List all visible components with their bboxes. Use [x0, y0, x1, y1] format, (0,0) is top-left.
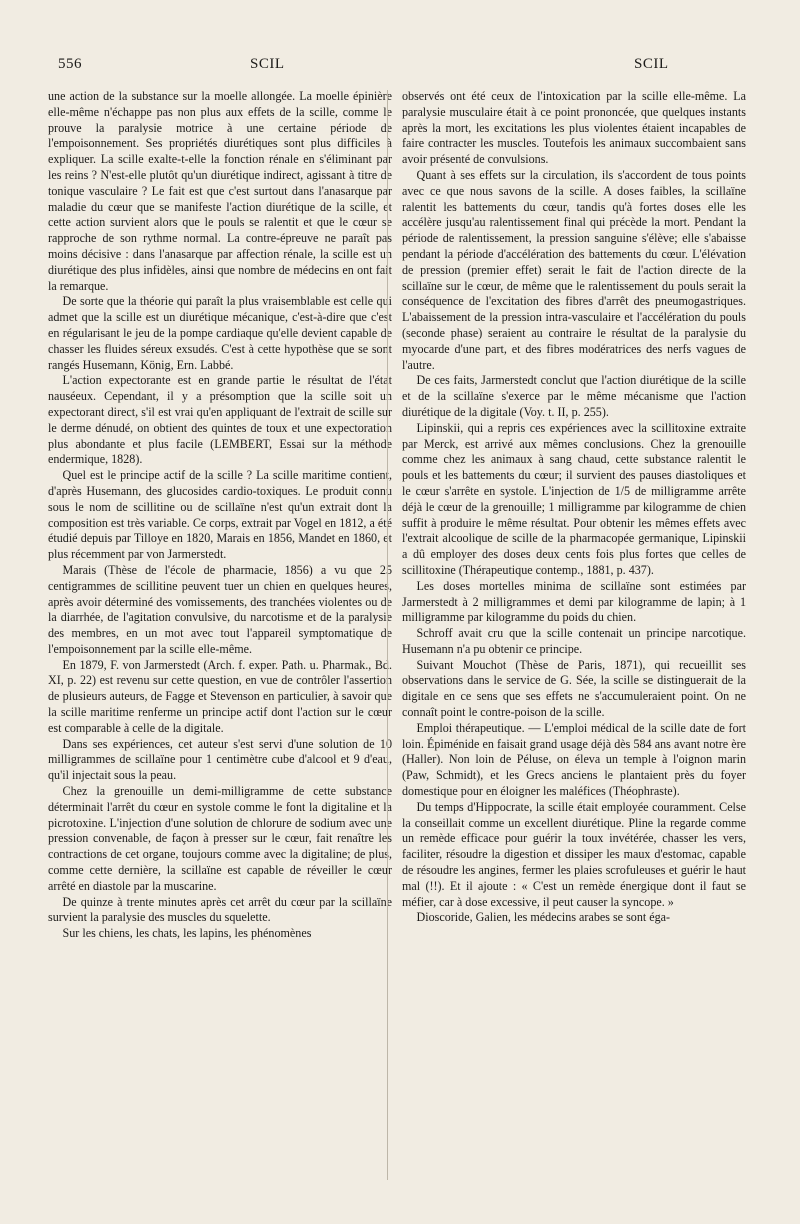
page-number: 556 — [58, 56, 82, 72]
paragraph: Chez la grenouille un demi-milligramme de cette substance déterminait l'arrêt du cœur en systole comme le font la digitaline et la picrotoxine. L'injection d'une solution de chlorure de sodium avec une pression convenable, de façon à presser sur le cœur, fait renaître les contractions de cet organe, toujours comme avec la digitaline; de plus, comme cette dernière, la scillaïne est capable de réveiller le cœur arrêté en diastole par la muscarine. — [48, 784, 392, 893]
paragraph: Dans ses expériences, cet auteur s'est servi d'une solution de 10 milligrammes de scillaïne pour 1 centimètre cube d'alcool et 9 d'eau, qu'il injectait sous la peau. — [48, 736, 392, 783]
paragraph: De sorte que la théorie qui paraît la plus vraisemblable est celle qui admet que la scille est un diurétique mécanique, c'est-à-dire que c'est en régularisant le jeu de la pompe cardiaque qu'elle devient capable de chasser les fluides séreux exsudés. C'est à cette hypothèse que se sont rangés Husemann, König, Ern. Labbé. — [48, 294, 392, 372]
paragraph: Quant à ses effets sur la circulation, ils s'accordent de tous points avec ce que nous savons de la scille. A doses faibles, la scillaïne ralentit les battements du cœur, tandis qu'à fortes doses elle les accélère jusqu'au ralentissement final qui précède la mort. Pendant la période de ralentissement, la pression sanguine s'élève; elle s'abaisse pendant la période d'accélération des battements du cœur. L'élévation de pression (premier effet) serait le fait de l'action directe de la scillaïne sur le cœur, de même que le ralentissement du pouls serait la conséquence de l'excitation des fibres d'arrêt des pneumogastriques. L'abaissement de la pression intra-vasculaire et l'accélération du pouls (seconde phase) seraient au contraire le résultat de la paralysie du myocarde d'une part, et des fibres modératrices des nerfs vagues de l'autre. — [402, 167, 746, 372]
paragraph: Dioscoride, Galien, les médecins arabes se sont éga- — [416, 910, 671, 925]
paragraph: Lipinskii, qui a repris ces expériences avec la scillitoxine extraite par Merck, est arrivé aux mêmes conclusions. Chez la grenouille comme chez les animaux à sang chaud, cette substance ralentit le pouls et les battements du cœur; il survient des pauses diastoliques et le cœur s'arrête en systole. L'injection de 1/5 de milligramme arrête déjà le cœur de la grenouille; 1 milligramme par kilogramme de chien suffit à produire le même résultat. Pour obtenir les mêmes effets avec l'extrait alcoolique de scille de la pharmacopée germanique, Lipinskii a dû employer des doses deux cents fois plus fortes que celles de scillitoxine (Thérapeutique contemp., 1881, p. 437). — [402, 420, 746, 577]
paragraph: De quinze à trente minutes après cet arrêt du cœur par la scillaïne survient la paralysie des muscles du squelette. — [48, 894, 392, 925]
paragraph: Suivant Mouchot (Thèse de Paris, 1871), qui recueillit ses observations dans le service de G. Sée, la scille se distinguerait de la digitale en ce sens que ses effets ne s'accumuleraient point. On ne connaît point le contre-poison de la scille. — [402, 657, 746, 720]
paragraph: En 1879, F. von Jarmerstedt (Arch. f. exper. Path. u. Pharmak., Bd. XI, p. 22) est revenu sur cette question, en vue de contrôler l'assertion de plusieurs auteurs, de Fagge et Stevenson en particulier, à savoir que la scille maritime renferme un principe actif dont l'action sur le cœur est comparable à celle de la digitale. — [48, 657, 392, 735]
running-title-left: SCIL — [250, 56, 285, 72]
paragraph: Les doses mortelles minima de scillaïne sont estimées par Jarmerstedt à 2 milligrammes et demi par kilogramme de lapin; à 1 milligramme par kilogramme du poids du chien. — [402, 578, 746, 625]
paragraph: L'action expectorante est en grande partie le résultat de l'état nauséeux. Cependant, il y a présomption que la scille soit un expectorant direct, s'il est vrai qu'en appliquant de l'extrait de scille sur le derme dénudé, on obtient des quintes de toux et une expectoration plus abondante et plus facile (LEMBERT, Essai sur la méthode endermique, 1828). — [48, 373, 392, 467]
paragraph: Schroff avait cru que la scille contenait un principe narcotique. Husemann n'a pu obtenir ce principe. — [402, 626, 746, 656]
paragraph: De ces faits, Jarmerstedt conclut que l'action diurétique de la scille et de la scillaïne s'exerce par le même mécanisme que l'action diurétique de la digitale (Voy. t. II, p. 255). — [402, 373, 746, 419]
paragraph: Marais (Thèse de l'école de pharmacie, 1856) a vu que 25 centigrammes de scillitine peuvent tuer un chien en quelques heures, après avoir déterminé des vomissements, des tranchées violentes ou de la diarrhée, de l'agitation convulsive, du narcotisme et de la paralysie des membres, en un mot avec tout l'appareil symptomatique de l'empoisonnement par la scille elle-même. — [48, 562, 392, 656]
paragraph: Du temps d'Hippocrate, la scille était employée couramment. Celse la conseillait comme un excellent diurétique. Pline la regarde comme un remède efficace pour guérir la toux invétérée, chasser les vers, faciliter, résoudre la digestion et dissiper les maux d'estomac, capable de résoudre les angines, fermer les plaies scrofuleuses et guérir le haut mal (!!). Et il ajoute : « C'est un remède énergique dont il faut se méfier, car à dose excessive, il peut causer la syncope. » — [402, 799, 746, 909]
left-column — [48, 89, 392, 942]
section-paragraph: Emploi thérapeutique. — L'emploi médical de la scille date de fort loin. Épiménide en faisait grand usage déjà dès 584 ans avant notre ère (Haller). Non loin de Péluse, on éleva un temple à l'oignon marin (Paw, Schmidt), et les Grecs anciens le plantaient près du foyer domestique pour en éloigner les maléfices (Théophraste). — [402, 720, 746, 799]
running-title-right: SCIL — [634, 56, 669, 72]
paragraph: une action de la substance sur la moelle allongée. La moelle épinière elle-même n'échappe pas non plus aux effets de la scille, comme le prouve la paralysie motrice à une certaine période de l'empoisonnement. Ses propriétés diurétiques sont plus difficiles à expliquer. La scille exalte-t-elle la fonction rénale en s'éliminant par les reins ? N'est-elle plutôt qu'un diurétique indirect, agissant à titre de tonique vasculaire ? Le fait est que c'est surtout dans l'anasarque par maladie du cœur que se manifeste l'action diurétique de la scille, et cette action survient alors que le pouls se ralentit et que le cœur se rapproche de son rythme normal. La contre-épreuve ne paraît pas moins décisive : dans l'anasarque par affection rénale, la scille est un diurétique des plus infidèles, ainsi que nombre de médecins en ont fait la remarque. — [48, 89, 392, 293]
column-divider — [387, 90, 388, 1180]
paragraph: observés ont été ceux de l'intoxication par la scille elle-même. La paralysie musculaire était à ce point prononcée, que quelques instants après la mort, les excitations les plus violentes étaient incapables de faire contracter les muscles. Toutefois les animaux succombaient sans avoir présenté de convulsions. — [402, 89, 746, 167]
page-header — [58, 56, 768, 80]
right-column — [402, 89, 746, 926]
paragraph: Sur les chiens, les chats, les lapins, les phénomènes — [62, 926, 312, 941]
paragraph: Quel est le principe actif de la scille ? La scille maritime contient, d'après Husemann, des glucosides cardio-toxiques. Le produit connu sous le nom de scillitine ou de scillaïne n'est qu'un extrait dont la composition est très variable. Ce corps, extrait par Vogel en 1812, a été étudié depuis par Tilloye en 1820, Marais en 1856, Mandet en 1860, et plus récemment par von Jarmerstedt. — [48, 468, 392, 562]
